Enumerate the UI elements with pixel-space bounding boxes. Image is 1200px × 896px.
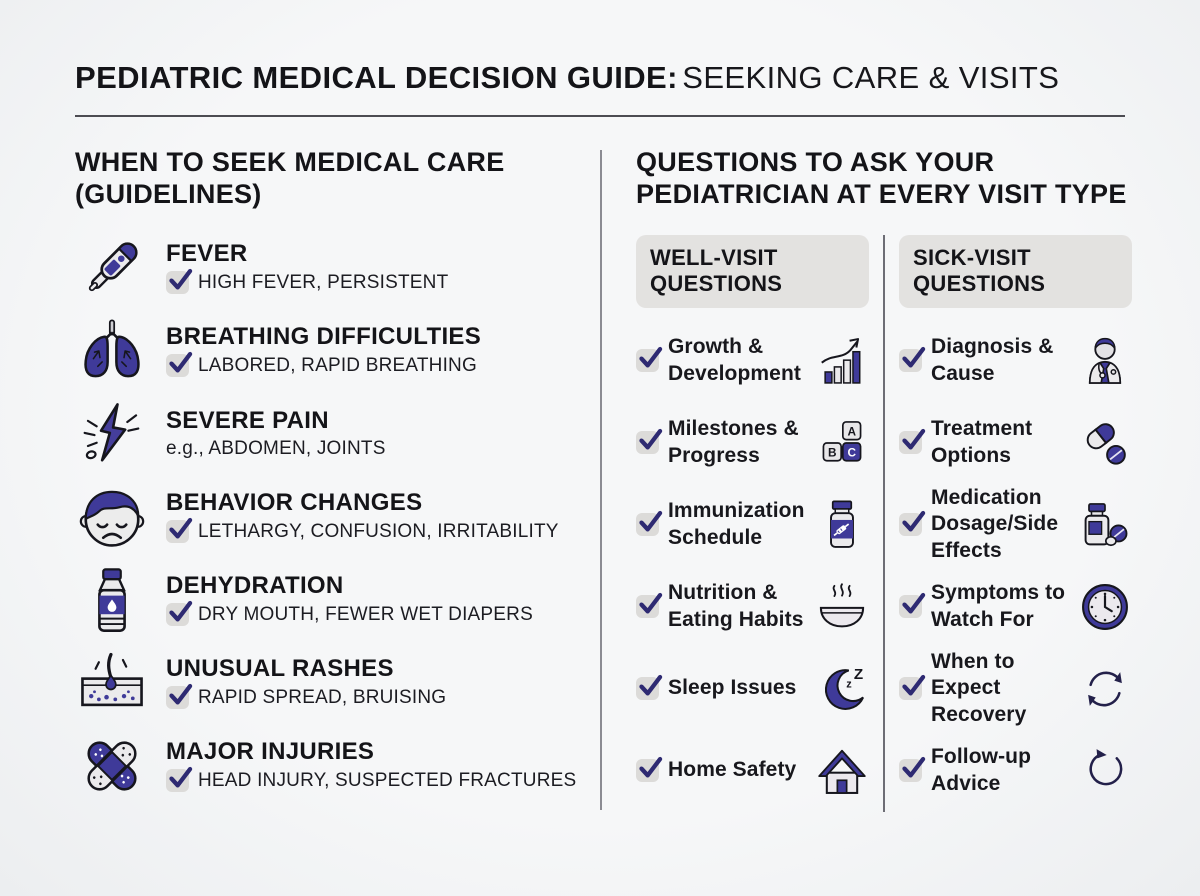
guideline-subtitle-row <box>166 603 533 626</box>
checkmark-icon <box>636 677 659 700</box>
abc-blocks-icon <box>815 416 869 470</box>
sick-visit-list <box>899 320 1132 812</box>
question-item-sleep <box>636 648 869 730</box>
guideline-subtitle: DRY MOUTH, FEWER WET DIAPERS <box>198 603 533 625</box>
question-item-medication <box>899 484 1132 566</box>
page-title <box>75 60 1125 96</box>
sad-face-icon <box>75 480 149 554</box>
question-label: Growth & Development <box>668 335 801 385</box>
checkmark-icon <box>636 431 659 454</box>
question-label: Sleep Issues <box>668 676 797 700</box>
svg-text:Z: Z <box>853 665 864 683</box>
question-label: Follow-up Advice <box>931 745 1032 795</box>
question-item-treatment <box>899 402 1132 484</box>
guideline-subtitle: e.g., ABDOMEN, JOINTS <box>166 437 386 459</box>
question-label: When to Expect Recovery <box>931 650 1027 726</box>
question-label: Symptoms to Watch For <box>931 581 1066 631</box>
guideline-text <box>166 739 576 792</box>
checkmark-icon <box>899 431 922 454</box>
well-visit-list <box>636 320 869 812</box>
question-label: Treatment Options <box>931 417 1033 467</box>
guideline-text <box>166 490 559 543</box>
guideline-subtitle-row <box>166 769 576 792</box>
clock-icon <box>1078 580 1132 634</box>
sick-visit-column <box>899 235 1132 812</box>
well-visit-column <box>636 235 869 812</box>
title-divider <box>75 115 1125 117</box>
guideline-text <box>166 656 446 709</box>
pain-bolt-icon <box>75 397 149 471</box>
question-item-diagnosis <box>899 320 1132 402</box>
guideline-subtitle-row <box>166 271 448 294</box>
thermometer-icon <box>75 231 149 305</box>
bandage-icon <box>75 729 149 803</box>
question-item-symptoms <box>899 566 1132 648</box>
checkmark-icon <box>899 513 922 536</box>
visit-divider <box>883 235 885 812</box>
guideline-item-behavior <box>75 480 583 554</box>
seek-care-section <box>75 146 583 812</box>
doctor-icon <box>1078 334 1132 388</box>
guideline-subtitle: RAPID SPREAD, BRUISING <box>198 686 447 708</box>
guideline-title: BEHAVIOR CHANGES <box>166 489 423 517</box>
checkmark-icon <box>636 759 659 782</box>
skin-rash-icon <box>75 646 149 720</box>
guideline-subtitle-row <box>166 520 559 543</box>
page-title-bold: PEDIATRIC MEDICAL DECISION GUIDE: <box>75 60 678 95</box>
well-visit-header: WELL-VISIT QUESTIONS <box>636 235 869 308</box>
question-label: Diagnosis & Cause <box>931 335 1054 385</box>
checkmark-icon <box>899 677 922 700</box>
checkmark-icon <box>166 686 189 709</box>
checkmark-icon <box>166 769 189 792</box>
guideline-subtitle: LABORED, RAPID BREATHING <box>198 354 477 376</box>
checkmark-icon <box>166 520 189 543</box>
guideline-subtitle-row <box>166 354 481 377</box>
section-divider <box>600 150 602 810</box>
guideline-title: FEVER <box>166 240 248 268</box>
sleep-moon-icon <box>815 662 869 716</box>
guideline-item-fever <box>75 231 583 305</box>
guideline-title: DEHYDRATION <box>166 572 344 600</box>
guideline-item-dehydration <box>75 563 583 637</box>
guideline-text <box>166 408 386 460</box>
guideline-title: SEVERE PAIN <box>166 406 329 434</box>
svg-text:z: z <box>846 677 852 690</box>
questions-section <box>636 146 1134 812</box>
lungs-icon <box>75 314 149 388</box>
guideline-item-breathing <box>75 314 583 388</box>
checkmark-icon <box>636 349 659 372</box>
follow-up-arrow-icon <box>1078 744 1132 798</box>
nutrition-bowl-icon <box>815 580 869 634</box>
question-item-milestones <box>636 402 869 484</box>
pills-icon <box>1078 416 1132 470</box>
question-item-home-safety <box>636 730 869 812</box>
guideline-item-pain <box>75 397 583 471</box>
guideline-subtitle: HEAD INJURY, SUSPECTED FRACTURES <box>198 769 577 791</box>
question-label: Nutrition & Eating Habits <box>668 581 804 631</box>
svg-text:C: C <box>847 445 856 460</box>
recovery-cycle-icon <box>1078 662 1132 716</box>
guideline-list <box>75 231 583 803</box>
seek-care-heading: WHEN TO SEEK MEDICAL CARE (GUIDELINES) <box>75 147 505 210</box>
question-item-immunization <box>636 484 869 566</box>
water-bottle-icon <box>75 563 149 637</box>
question-item-recovery <box>899 648 1132 730</box>
guideline-item-injuries <box>75 729 583 803</box>
question-item-followup <box>899 730 1132 812</box>
guideline-text <box>166 241 448 294</box>
guideline-title: UNUSUAL RASHES <box>166 655 394 683</box>
checkmark-icon <box>166 354 189 377</box>
question-item-growth <box>636 320 869 402</box>
guideline-text <box>166 324 481 377</box>
question-label: Home Safety <box>668 758 797 782</box>
svg-text:B: B <box>828 445 837 460</box>
page-title-light: SEEKING CARE & VISITS <box>682 60 1060 95</box>
checkmark-icon <box>636 513 659 536</box>
checkmark-icon <box>899 595 922 618</box>
question-label: Milestones & Progress <box>668 417 799 467</box>
growth-chart-icon <box>815 334 869 388</box>
checkmark-icon <box>899 349 922 372</box>
guideline-subtitle: HIGH FEVER, PERSISTENT <box>198 271 449 293</box>
vaccine-vial-icon <box>815 498 869 552</box>
guideline-subtitle-row <box>166 686 446 709</box>
sick-visit-header: SICK-VISIT QUESTIONS <box>899 235 1132 308</box>
home-icon <box>815 744 869 798</box>
svg-text:A: A <box>847 423 856 438</box>
checkmark-icon <box>166 603 189 626</box>
visit-columns <box>636 235 1134 812</box>
guideline-item-rashes <box>75 646 583 720</box>
guideline-text <box>166 573 533 626</box>
guideline-title: BREATHING DIFFICULTIES <box>166 323 482 351</box>
question-label: Immunization Schedule <box>668 499 805 549</box>
medication-bottle-icon <box>1078 498 1132 552</box>
guideline-title: MAJOR INJURIES <box>166 738 375 766</box>
checkmark-icon <box>166 271 189 294</box>
guideline-subtitle-row <box>166 438 386 460</box>
guideline-subtitle: LETHARGY, CONFUSION, IRRITABILITY <box>198 520 559 542</box>
question-label: Medication Dosage/Side Effects <box>931 486 1059 562</box>
questions-heading: QUESTIONS TO ASK YOUR PEDIATRICIAN AT EVERY VISIT TYPE <box>636 147 1127 210</box>
checkmark-icon <box>899 759 922 782</box>
checkmark-icon <box>636 595 659 618</box>
question-item-nutrition <box>636 566 869 648</box>
